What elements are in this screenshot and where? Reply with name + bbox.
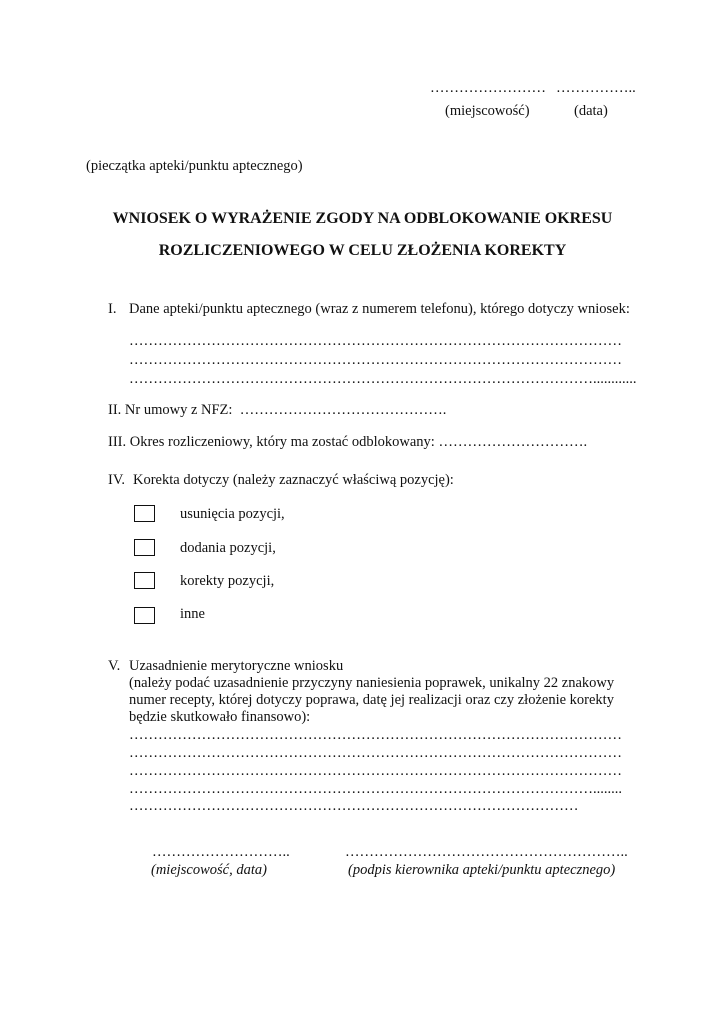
section-4-number: IV. [108,472,126,488]
option-removal-label: usunięcia pozycji, [180,506,285,522]
section-5-title: Uzasadnienie merytoryczne wniosku [129,658,344,674]
section-5-line: ……………………………………………………………………………………........ [129,781,622,797]
stamp-label: (pieczątka apteki/punktu aptecznego) [86,158,303,174]
footer-signature-label: (podpis kierownika apteki/punktu aptecznego) [348,862,616,878]
section-5-note: będzie skutkowało finansowo): [129,709,311,725]
checkbox-other[interactable] [134,607,155,624]
section-5-note: numer recepty, której dotyczy poprawa, datę jej realizacji oraz czy złożenie korekty [129,692,614,708]
checkbox-correction[interactable] [134,572,155,589]
footer-place-date-label: (miejscowość, data) [151,862,267,878]
document-title-line1: WNIOSEK O WYRAŻENIE ZGODY NA ODBLOKOWANIE OKRESU [112,210,613,227]
place-label: (miejscowość) [445,103,530,119]
section-1-line: ………………………………………………………………………………………… [129,333,622,349]
section-1-number: I. [108,301,117,317]
footer-signature-dots: ………………………………………………….. [345,844,628,860]
section-5-line: ………………………………………………………………………………… [129,798,579,814]
footer-place-date-dots: ……………………….. [152,844,290,860]
section-1-line: ……………………………………………………………………………………............ [129,371,637,387]
section-5-note: (należy podać uzasadnienie przyczyny naniesienia poprawek, unikalny 22 znakowy [129,675,615,691]
option-addition-label: dodania pozycji, [180,540,276,556]
place-dots: …………………… [430,80,550,96]
section-5-line: ………………………………………………………………………………………… [129,745,622,761]
document-title-line2: ROZLICZENIOWEGO W CELU ZŁOŻENIA KOREKTY [158,242,567,259]
date-label: (data) [574,103,608,119]
date-dots: …………….. [556,80,636,96]
section-2-nfz-contract: II. Nr umowy z NFZ: ……………………………………. [108,402,447,418]
section-1-line: ………………………………………………………………………………………… [129,352,622,368]
section-4-text: Korekta dotyczy (należy zaznaczyć właściwą pozycję): [133,472,454,488]
section-5-number: V. [108,658,121,674]
section-5-line: ………………………………………………………………………………………… [129,727,622,743]
section-3-billing-period: III. Okres rozliczeniowy, który ma zostać odblokowany: …………………………. [108,434,588,450]
checkbox-removal[interactable] [134,505,155,522]
option-other-label: inne [180,606,205,622]
checkbox-addition[interactable] [134,539,155,556]
section-1-text: Dane apteki/punktu aptecznego (wraz z numerem telefonu), którego dotyczy wniosek: [129,301,630,317]
section-5-line: ………………………………………………………………………………………… [129,763,622,779]
option-correction-label: korekty pozycji, [180,573,275,589]
